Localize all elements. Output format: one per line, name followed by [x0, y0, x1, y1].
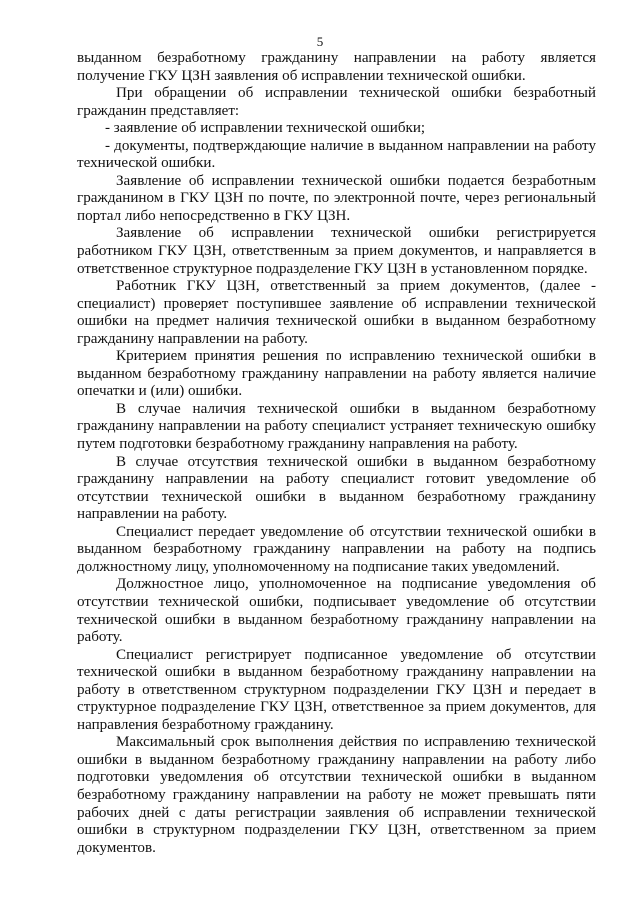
paragraph: Критерием принятия решения по исправлению технической ошибки в выданном безработному гражданину направлении на работу является наличие опечатки и (или) ошибки.: [77, 348, 596, 400]
list-item: - документы, подтверждающие наличие в выданном направлении на работу технической ошибки.: [77, 137, 596, 172]
paragraph: При обращении об исправлении технической ошибки безработный гражданин представляет:: [77, 85, 596, 119]
paragraph: Специалист регистрирует подписанное уведомление об отсутствии технической ошибки в выданном безработному гражданину направлении на работу в ответственном структурном подразделении ГКУ ЦЗН и передает в структурное подразделение ГКУ ЦЗН, ответственное за прием документов, для направления безработному гражданину.: [77, 646, 596, 733]
paragraph: Заявление об исправлении технической ошибки регистрируется работником ГКУ ЦЗН, ответственным за прием документов, и направляется в ответственное структурное подразделение ГКУ ЦЗН в установленном порядке.: [77, 225, 596, 277]
paragraph: Максимальный срок выполнения действия по исправлению технической ошибки в выданном безработному гражданину направлении на работу либо подготовки уведомления об отсутствии технической ошибки в выданном безработному гражданину направлении на работу не может превышать пяти рабочих дней с даты регистрации заявления об исправлении технической ошибки в структурном подразделении ГКУ ЦЗН, ответственном за прием документов.: [77, 734, 596, 856]
paragraph: В случае отсутствия технической ошибки в выданном безработному гражданину направлении на работу специалист готовит уведомление об отсутствии технической ошибки в выданном безработному гражданину направлении на работу.: [77, 453, 596, 523]
document-body: [77, 50, 596, 857]
list-item: - заявление об исправлении технической ошибки;: [105, 120, 426, 137]
paragraph: Должностное лицо, уполномоченное на подписание уведомления об отсутствии технической ошибки, подписывает уведомление об отсутствии технической ошибки в выданном безработному гражданину направлении на работу.: [77, 576, 596, 646]
paragraph: Специалист передает уведомление об отсутствии технической ошибки в выданном безработному гражданину направлении на работу на подпись должностному лицу, уполномоченному на подписание таких уведомлений.: [77, 523, 596, 575]
paragraph: В случае наличия технической ошибки в выданном безработному гражданину направлении на работу специалист устраняет техническую ошибку путем подготовки безработному гражданину направления на работу.: [77, 400, 596, 453]
paragraph: Заявление об исправлении технической ошибки подается безработным гражданином в ГКУ ЦЗН по почте, по электронной почте, через региональный портал либо непосредственно в ГКУ ЦЗН.: [77, 172, 596, 224]
page-number: 5: [316, 34, 324, 49]
paragraph-continuation: выданном безработному гражданину направлении на работу является получение ГКУ ЦЗН заявления об исправлении технической ошибки.: [77, 50, 596, 84]
paragraph: Работник ГКУ ЦЗН, ответственный за прием документов, (далее - специалист) проверяет поступившее заявление об исправлении технической ошибки на предмет наличия технической ошибки в выданном безработному гражданину направлении на работу.: [77, 278, 596, 347]
